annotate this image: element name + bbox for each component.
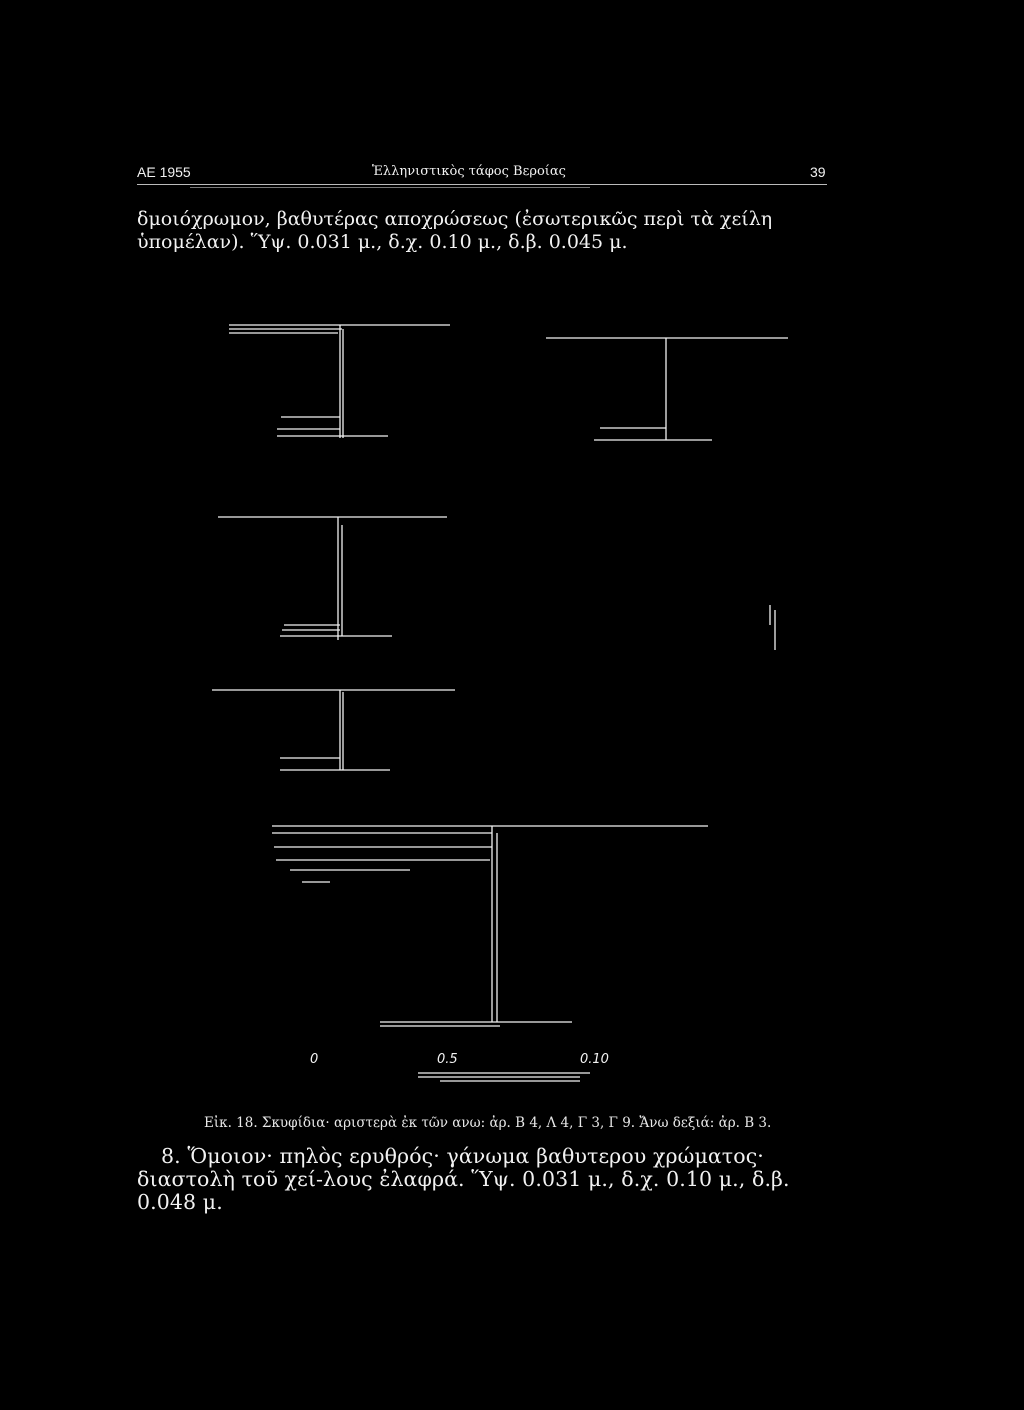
- profile-drawings: [212, 325, 788, 1081]
- profile-fragment-right: [770, 605, 775, 650]
- paragraph-description-7: δμοιόχρωμον, βαθυτέρας αποχρώσεως (ἐσωτερικῶς περὶ τὰ χείλη ὑπομέλαν). Ὕψ. 0.031 μ., δ.χ. 0.10 μ., δ.β. 0.045 μ.: [137, 208, 773, 253]
- profile-large: [272, 826, 708, 1026]
- item-text: Ὅμοιον· πηλὸς ερυθρός· γάνωμα βαθυτερου χρώματος· διαστολὴ τοῦ χεί-λους ἐλαφρά. Ὕψ. 0.031 μ., δ.χ. 0.10 μ., δ.β. 0.048 μ.: [137, 1144, 790, 1214]
- scale-bar: [418, 1073, 590, 1081]
- profile-top-left: [229, 325, 450, 438]
- scale-label-end: 0.10: [580, 1052, 609, 1067]
- profile-lower: [212, 690, 455, 770]
- scale-label-mid: 0.5: [437, 1052, 458, 1067]
- profile-middle: [218, 517, 447, 640]
- figure-caption: Εἰκ. 18. Σκυφίδια· αριστερὰ ἐκ τῶν ανω: ἀρ. Β 4, Λ 4, Γ 3, Γ 9. Ἄνω δεξιά: ἀρ. Β 3.: [204, 1115, 772, 1131]
- scale-label-zero: 0: [310, 1052, 319, 1067]
- running-header-left: AE 1955: [137, 164, 191, 180]
- profile-top-right: [546, 338, 788, 440]
- running-header-title: Ἑλληνιστικὸς τάφος Βεροίας: [372, 164, 566, 179]
- page-number: 39: [810, 164, 826, 180]
- paragraph-description-8: [137, 1145, 837, 1214]
- item-number: 8.: [161, 1144, 181, 1168]
